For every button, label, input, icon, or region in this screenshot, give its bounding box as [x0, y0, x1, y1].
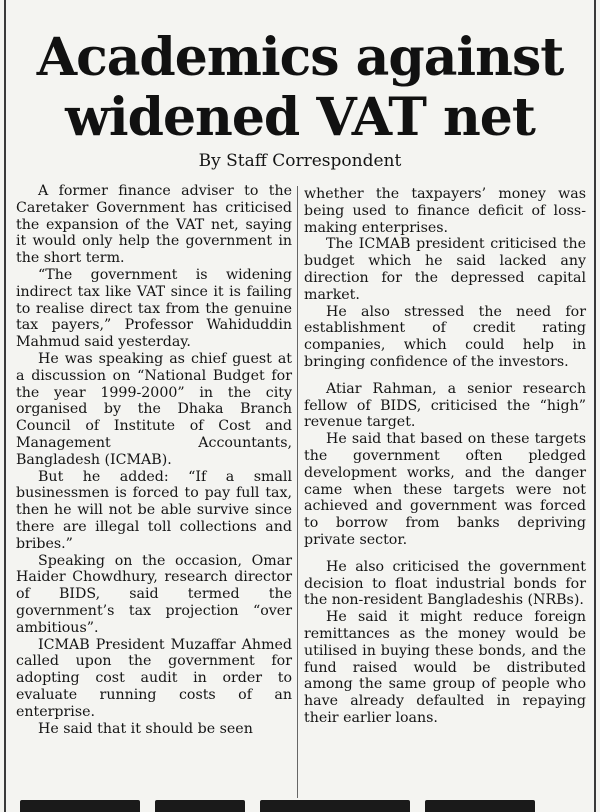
paragraph-gap	[304, 549, 586, 559]
paragraph: He said that based on these targets the government often pledged development works, and the danger came when these targets were not achieved and government was forced to borrow from banks depriving private sector.	[304, 431, 586, 548]
article-column-2	[304, 186, 586, 727]
paragraph: ICMAB President Muzaffar Ahmed called upon the government for adopting cost audit in order to evaluate running costs of an enterprise.	[16, 636, 292, 720]
paragraph: The ICMAB president criticised the budget which he said lacked any direction for the depressed capital market.	[304, 236, 586, 303]
headline-line-2: widened VAT net	[65, 87, 535, 148]
cropped-glyphs	[260, 800, 410, 812]
paragraph: A former finance adviser to the Caretaker Government has criticised the expansion of the VAT net, saying it would only help the government in the short term.	[16, 183, 292, 267]
paragraph: He said it might reduce foreign remittances as the money would be utilised in buying these bonds, and the fund raised would be distributed among the same group of people who have already defaulted in repaying their earlier loans.	[304, 609, 586, 726]
cropped-glyphs	[20, 800, 140, 812]
paragraph: He was speaking as chief guest at a discussion on “National Budget for the year 1999-2000” in the city organised by the Dhaka Branch Council of Institute of Cost and Management Accountants, Bangladesh (ICMAB).	[16, 350, 292, 468]
headline-line-1: Academics against	[36, 27, 564, 88]
paragraph: But he added: “If a small businessmen is forced to pay full tax, then he will not be able survive since there are illegal toll collections and bribes.”	[16, 468, 292, 552]
paragraph: Speaking on the occasion, Omar Haider Chowdhury, research director of BIDS, said termed the government’s tax projection “over ambitious”.	[16, 552, 292, 636]
paragraph: “The government is widening indirect tax like VAT since it is failing to realise direct tax from the genuine tax payers,” Professor Wahiduddin Mahmud said yesterday.	[16, 266, 292, 351]
cropped-next-headline	[20, 796, 580, 812]
column-divider	[297, 186, 298, 798]
paragraph: whether the taxpayers’ money was being used to finance deficit of loss-making enterprises.	[304, 186, 586, 236]
paragraph: Atiar Rahman, a senior research fellow of BIDS, criticised the “high” revenue target.	[304, 380, 586, 431]
byline: By Staff Correspondent	[198, 151, 402, 171]
paragraph: He also stressed the need for establishment of credit rating companies, which could help in bringing confidence of the investors.	[304, 303, 586, 370]
paragraph: He also criticised the government decision to float industrial bonds for the non-resident Bangladeshis (NRBs).	[304, 558, 586, 609]
cropped-glyphs	[155, 800, 245, 812]
paragraph-gap	[304, 371, 586, 381]
paragraph: He said that it should be seen	[38, 720, 253, 737]
article-column-1	[16, 183, 292, 737]
cropped-glyphs	[425, 800, 535, 812]
